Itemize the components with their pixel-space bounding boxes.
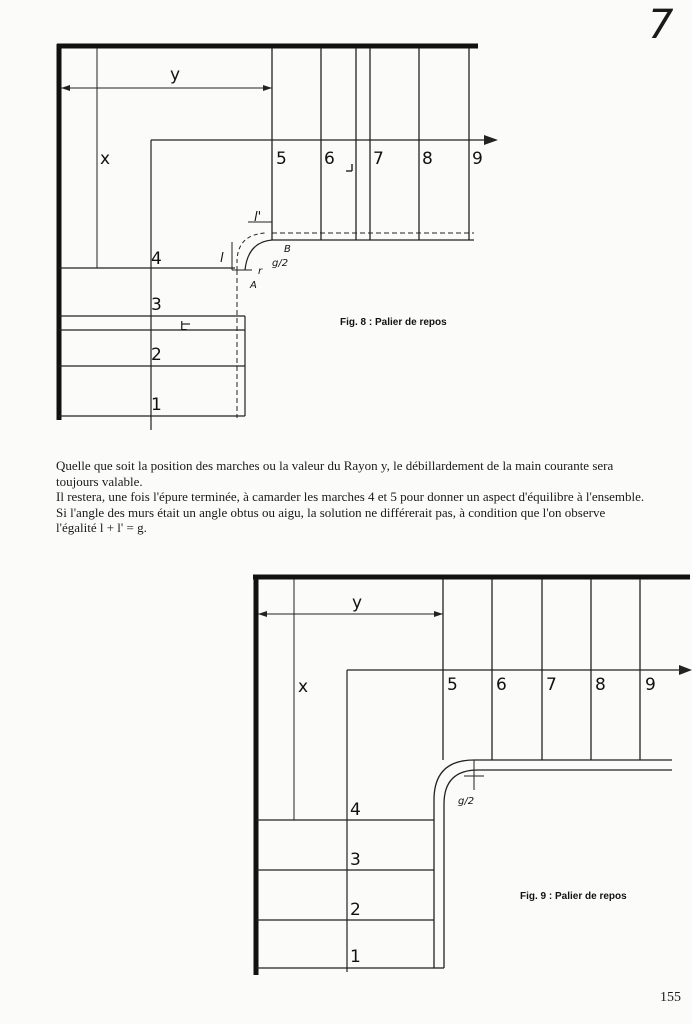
fig9-step-9: 9 — [645, 675, 656, 695]
body-line-3: Il restera, une fois l'épure terminée, à camarder les marches 4 et 5 pour donner un aspect d'équilibre à l'ensemble. — [56, 489, 645, 504]
fig8-caption: Fig. 8 : Palier de repos — [340, 317, 447, 328]
fig9-g-label: g/2 — [458, 796, 475, 807]
fig9-step-5: 5 — [447, 675, 458, 695]
body-line-5: l'égalité l + l' = g. — [56, 520, 147, 535]
fig9-step-8: 8 — [595, 675, 606, 695]
figure-9-drawing — [0, 560, 692, 980]
fig8-y-label: y — [170, 65, 181, 85]
fig8-step-5: 5 — [276, 149, 287, 169]
figure-8-drawing — [0, 0, 692, 440]
fig8-B-label: B — [284, 244, 291, 255]
page-number: 155 — [660, 990, 681, 1005]
fig8-A-label: A — [250, 280, 257, 291]
fig8-step-4: 4 — [151, 249, 162, 269]
fig8-x-label: x — [100, 149, 111, 169]
figure-8 — [0, 0, 692, 440]
fig8-r-label: r — [258, 266, 263, 277]
fig9-x-label: x — [298, 677, 309, 697]
fig9-y-label: y — [352, 593, 363, 613]
fig8-l-prime-label: l' — [254, 210, 262, 225]
fig8-step-6: 6 — [324, 149, 335, 169]
figure-9 — [0, 560, 692, 980]
body-line-1: Quelle que soit la position des marches ou la valeur du Rayon y, le débillardement de la main courante sera — [56, 458, 614, 473]
fig8-step-7: 7 — [373, 149, 384, 169]
fig8-step-8: 8 — [422, 149, 433, 169]
fig9-step-2: 2 — [350, 900, 361, 920]
fig8-l-label: l — [220, 251, 224, 266]
fig9-caption: Fig. 9 : Palier de repos — [520, 891, 627, 902]
fig9-step-7: 7 — [546, 675, 557, 695]
body-line-4: Si l'angle des murs était un angle obtus ou aigu, la solution ne différerait pas, à condition que l'on observe — [56, 504, 606, 520]
fig9-step-1: 1 — [350, 947, 361, 967]
fig8-L-label: L — [180, 319, 187, 333]
fig8-step-2: 2 — [151, 345, 162, 365]
body-paragraph — [56, 458, 692, 536]
body-line-2: toujours valable. — [56, 473, 143, 489]
fig8-step-9: 9 — [472, 149, 483, 169]
fig9-step-4: 4 — [350, 800, 361, 820]
corner-handwritten-mark: 7 — [648, 2, 674, 48]
fig9-step-6: 6 — [496, 675, 507, 695]
fig8-step-1: 1 — [151, 395, 162, 415]
fig9-step-3: 3 — [350, 850, 361, 870]
fig8-g-label: g/2 — [272, 258, 289, 269]
fig8-step-3: 3 — [151, 295, 162, 315]
